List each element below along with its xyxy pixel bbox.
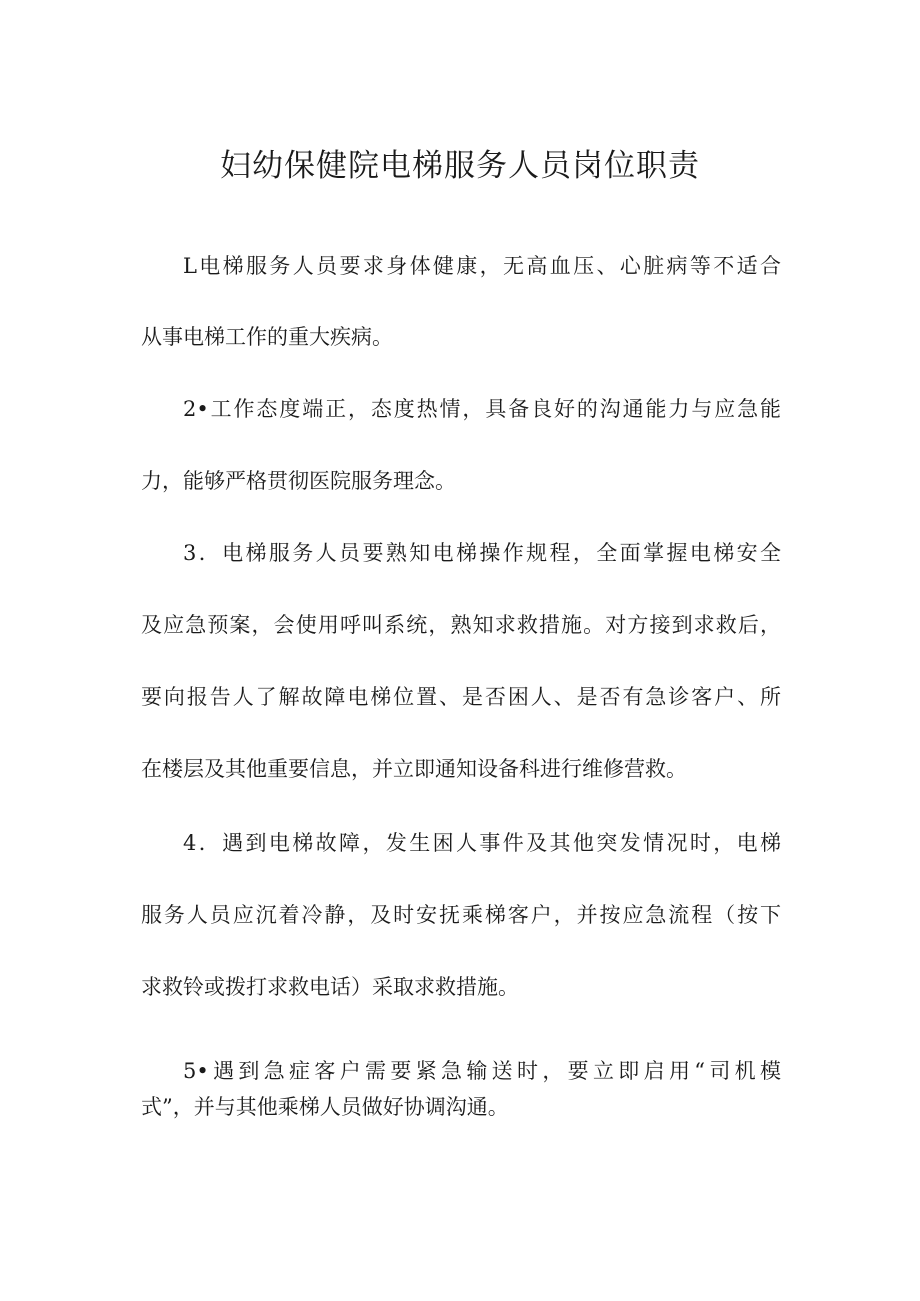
item-4-line-1: 4．遇到电梯故障，发生困人事件及其他突发情况时，电梯: [183, 831, 781, 855]
item-1-line-1: L电梯服务人员要求身体健康，无高血压、心脏病等不适合: [183, 254, 781, 278]
item-4-line-2: 服务人员应沉着冷静，及时安抚乘梯客户，并按应急流程（按下: [141, 903, 781, 927]
item-1-line-2: 从事电梯工作的重大疾病。: [141, 325, 393, 349]
item-3-line-3: 要向报告人了解故障电梯位置、是否困人、是否有急诊客户、所: [141, 685, 781, 709]
item-3-line-1: 3．电梯服务人员要熟知电梯操作规程，全面掌握电梯安全: [183, 541, 781, 565]
document-title: 妇幼保健院电梯服务人员岗位职责: [220, 148, 700, 184]
item-2-line-2: 力，能够严格贯彻医院服务理念。: [141, 469, 456, 493]
item-3-line-4: 在楼层及其他重要信息，并立即通知设备科进行维修营救。: [141, 757, 687, 781]
item-5-line-1: 5•遇到急症客户需要紧急输送时，要立即启用“司机模: [183, 1059, 781, 1083]
item-3-line-2: 及应急预案，会使用呼叫系统，熟知求救措施。对方接到求救后，: [141, 613, 781, 637]
item-4-line-3: 求救铃或拨打求救电话）采取求救措施。: [141, 975, 519, 999]
item-5-line-2: 式”，并与其他乘梯人员做好协调沟通。: [141, 1095, 509, 1119]
item-2-line-1: 2•工作态度端正，态度热情，具备良好的沟通能力与应急能: [183, 397, 781, 421]
